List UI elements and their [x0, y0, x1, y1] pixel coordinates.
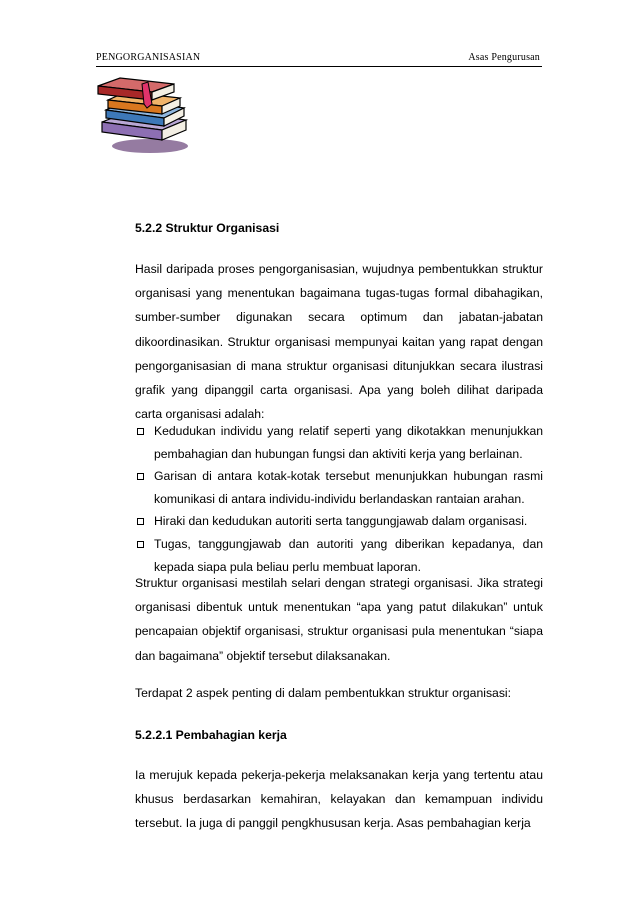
- bullet-list: [135, 420, 543, 578]
- page-header: [96, 52, 542, 67]
- checkbox-bullet-icon: [137, 541, 144, 548]
- checkbox-bullet-icon: [137, 473, 144, 480]
- list-item: Kedudukan individu yang relatif seperti yang dikotakkan menunjukkan pembahagian dan hubungan fungsi dan aktiviti kerja yang berlainan.: [135, 420, 543, 465]
- list-item: Hiraki dan kedudukan autoriti serta tanggungjawab dalam organisasi.: [135, 510, 543, 533]
- header-book-title: Asas Pengurusan: [468, 52, 540, 63]
- section-heading: 5.2.2 Struktur Organisasi: [135, 221, 280, 235]
- checkbox-bullet-icon: [137, 518, 144, 525]
- subsection-heading: 5.2.2.1 Pembahagian kerja: [135, 728, 287, 742]
- list-item: Tugas, tanggungjawab dan autoriti yang diberikan kepadanya, dan kepada siapa pula beliau perlu membuat laporan.: [135, 533, 543, 578]
- paragraph-intro: Hasil daripada proses pengorganisasian, wujudnya pembentukkan struktur organisasi yang menentukan bagaimana tugas-tugas formal dibahagikan, sumber-sumber digunakan secara optimum dan jabatan-jabatan dikoordinasikan. Struktur organisasi mempunyai kaitan yang rapat dengan pengorganisasian di mana struktur organisasi ditunjukkan secara ilustrasi grafik yang dipanggil carta organisasi. Apa yang boleh dilihat daripada carta organisasi adalah:: [135, 262, 543, 422]
- paragraph-strategy: Struktur organisasi mestilah selari dengan strategi organisasi. Jika strategi organisasi dibentuk untuk menentukan “apa yang patut dilakukan” untuk pencapaian objektif organisasi, struktur organisasi pula menentukan “siapa dan bagaimana” objektif tersebut dilaksanakan.: [135, 576, 543, 663]
- paragraph-division-of-work: Ia merujuk kepada pekerja-pekerja melaksanakan kerja yang tertentu atau khusus berdasarkan kemahiran, kelayakan dan kemampuan individu tersebut. Ia juga di panggil pengkhususan kerja. Asas pembahagian kerja: [135, 768, 543, 831]
- paragraph-aspects: Terdapat 2 aspek penting di dalam pembentukkan struktur organisasi:: [135, 686, 512, 700]
- books-stack-icon: [92, 74, 192, 156]
- header-chapter-title: PENGORGANISASIAN: [96, 52, 201, 63]
- checkbox-bullet-icon: [137, 428, 144, 435]
- list-item: Garisan di antara kotak-kotak tersebut menunjukkan hubungan rasmi komunikasi di antara individu-individu berlandaskan rantaian arahan.: [135, 465, 543, 510]
